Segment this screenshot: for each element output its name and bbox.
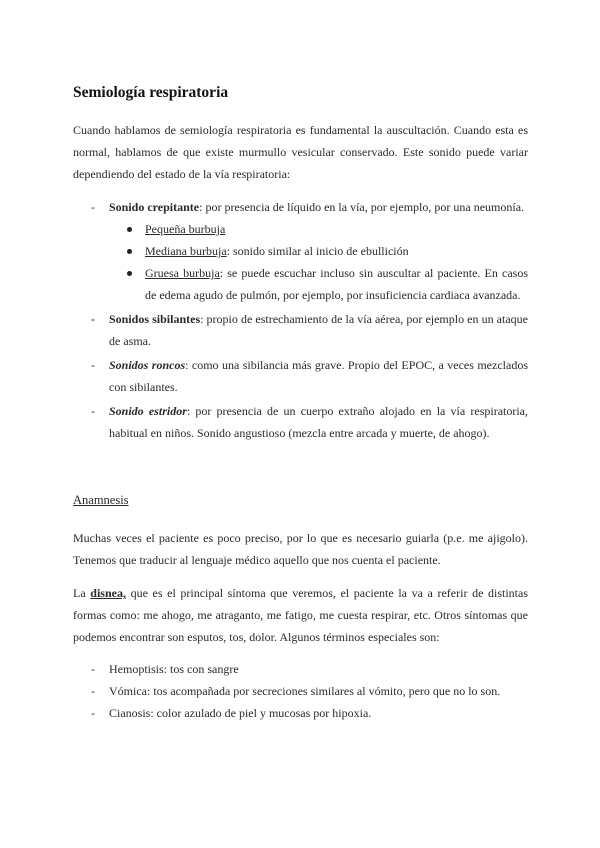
list-item bbox=[73, 658, 528, 680]
special-terms-list bbox=[73, 658, 528, 724]
bullet-icon bbox=[127, 227, 132, 232]
term-text: Vómica: tos acompañada por secreciones similares al vómito, pero que no lo son. bbox=[109, 684, 501, 698]
dash-marker: - bbox=[91, 358, 95, 372]
crepitant-types-list bbox=[109, 218, 528, 306]
term-text: Hemoptisis: tos con sangre bbox=[109, 662, 239, 676]
bullet-icon bbox=[127, 249, 132, 254]
dash-marker: - bbox=[91, 684, 95, 698]
bullet-icon bbox=[127, 271, 132, 276]
term-description: : como una sibilancia más grave. Propio del EPOC, a veces mezclados con sibilantes. bbox=[109, 358, 528, 394]
term-estridor: Sonido estridor bbox=[109, 404, 187, 418]
anamnesis-paragraph-2 bbox=[73, 582, 528, 648]
term-gruesa-burbuja: Gruesa burbuja bbox=[145, 266, 220, 280]
section-heading-anamnesis: Anamnesis bbox=[73, 493, 129, 507]
dash-marker: - bbox=[91, 662, 95, 676]
term-disnea: disnea, bbox=[90, 586, 126, 600]
list-item bbox=[73, 196, 528, 306]
term-roncos: Sonidos roncos bbox=[109, 358, 186, 372]
paragraph-text: que es el principal síntoma que veremos, el paciente la va a referir de distintas formas como: me ahogo, me atraganto, me fatigo, me cuesta respirar, etc. Otros síntomas que podemos encontrar son esputos, tos, dolor. Algunos términos especiales son: bbox=[73, 586, 529, 644]
dash-marker: - bbox=[91, 200, 95, 214]
page-title: Semiología respiratoria bbox=[73, 84, 229, 101]
paragraph-lead: La bbox=[73, 586, 91, 600]
term-description: : por presencia de líquido en la vía, por ejemplo, por una neumonía. bbox=[199, 200, 525, 214]
term-text: Cianosis: color azulado de piel y mucosas por hipoxia. bbox=[109, 706, 372, 720]
term-description: : sonido similar al inicio de ebullición bbox=[226, 244, 409, 258]
term-crepitante: Sonido crepitante bbox=[109, 200, 200, 214]
anamnesis-paragraph-1: Muchas veces el paciente es poco preciso, por lo que es necesario guiarla (p.e. me ajigolo). Tenemos que traducir al lenguaje médico aquello que nos cuenta el paciente. bbox=[73, 531, 528, 567]
list-item bbox=[73, 702, 528, 724]
term-description: : propio de estrechamiento de la vía aérea, por ejemplo en un ataque de asma. bbox=[109, 312, 528, 348]
term-description: : se puede escuchar incluso sin auscultar al paciente. En casos de edema agudo de pulmón, por ejemplo, por insuficiencia cardiaca avanzada. bbox=[145, 266, 529, 302]
list-item bbox=[73, 354, 528, 398]
list-item bbox=[109, 262, 528, 306]
dash-marker: - bbox=[91, 312, 95, 326]
term-pequena-burbuja: Pequeña burbuja bbox=[145, 222, 226, 236]
list-item bbox=[73, 680, 528, 702]
list-item bbox=[73, 308, 528, 352]
term-mediana-burbuja: Mediana burbuja bbox=[145, 244, 227, 258]
list-item bbox=[109, 218, 528, 240]
dash-marker: - bbox=[91, 706, 95, 720]
term-description: : por presencia de un cuerpo extraño alojado en la vía respiratoria, habitual en niños. Sonido angustioso (mezcla entre arcada y muerte, de ahogo). bbox=[109, 404, 529, 440]
term-sibilantes: Sonidos sibilantes bbox=[109, 312, 201, 326]
dash-marker: - bbox=[91, 404, 95, 418]
sounds-list bbox=[73, 196, 528, 444]
list-item bbox=[109, 240, 528, 262]
intro-paragraph: Cuando hablamos de semiología respiratoria es fundamental la auscultación. Cuando esta es normal, hablamos de que existe murmullo vesicular conservado. Este sonido puede variar dependiendo del estado de la vía respiratoria: bbox=[73, 123, 528, 181]
list-item bbox=[73, 400, 528, 444]
